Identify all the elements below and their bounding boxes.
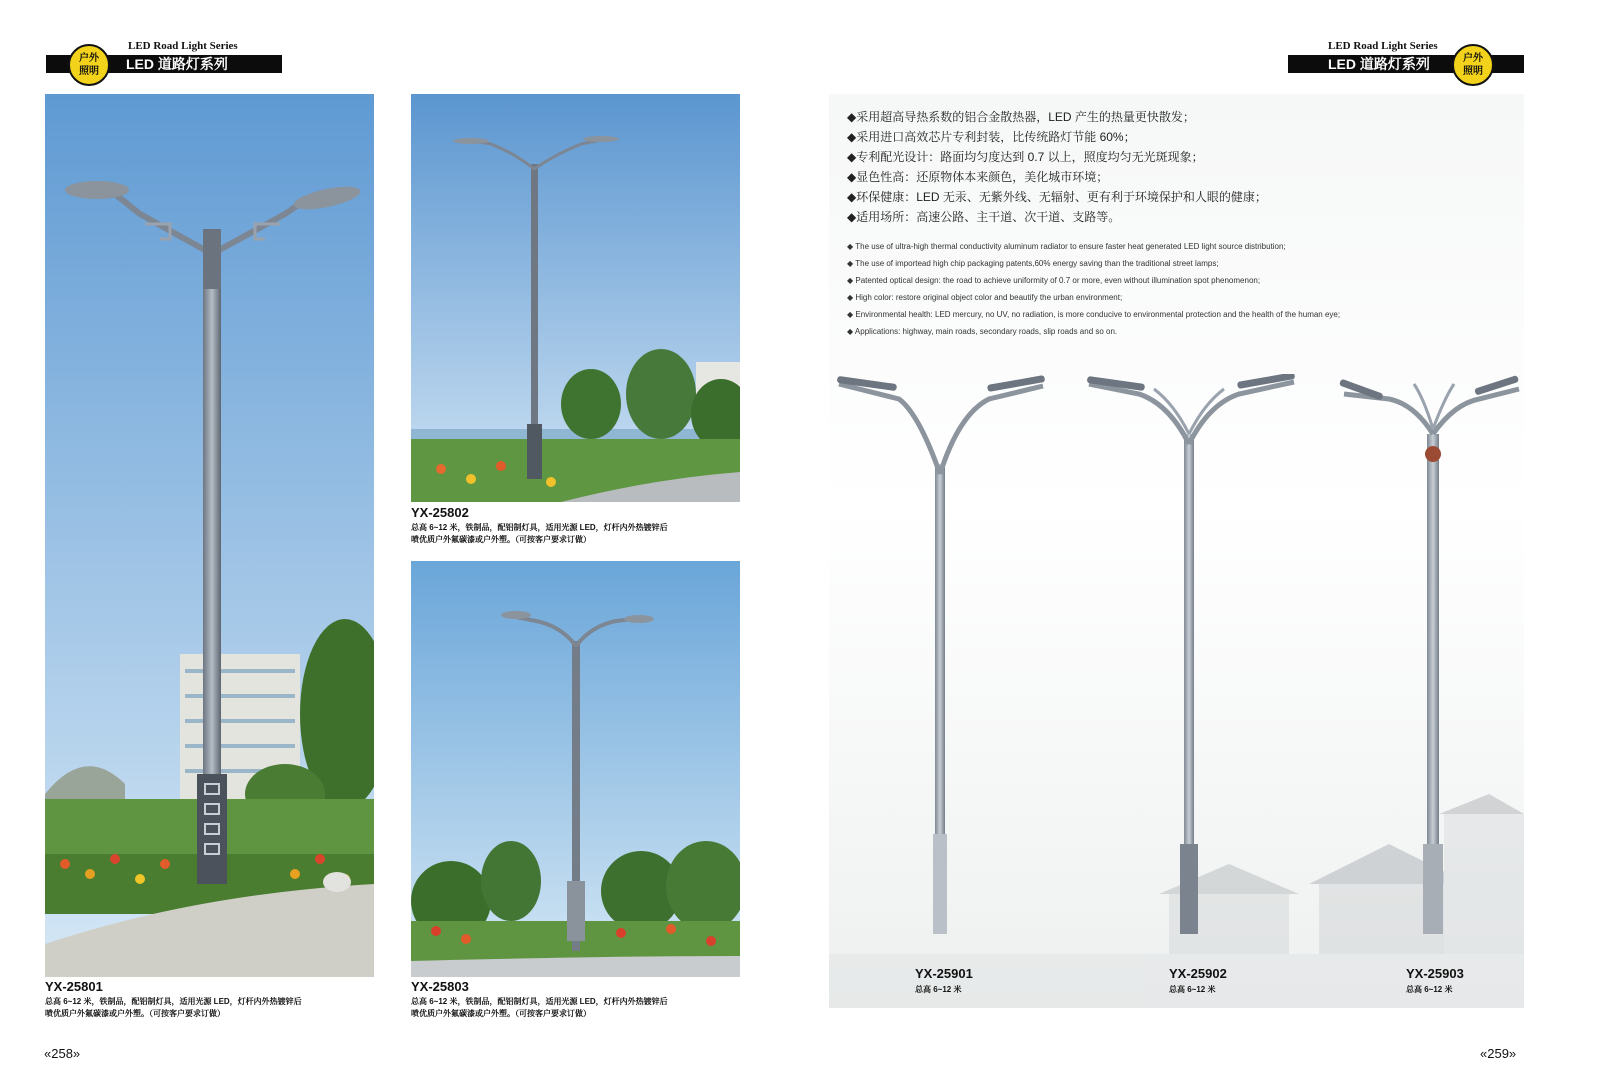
description-line: 总高 6~12 米，铁制品，配铝制灯具，适用光源 LED，灯杆内外热镀锌后 bbox=[45, 997, 302, 1006]
product-photo-yx25803 bbox=[411, 561, 740, 977]
header-title-en-left: LED Road Light Series bbox=[128, 40, 238, 52]
header-title-cn-left: LED 道路灯系列 bbox=[126, 56, 228, 72]
feature-item-en: ◆ Environmental health: LED mercury, no UV, no radiation, is more conducive to environmental protection and the health of the human eye; bbox=[847, 310, 1341, 319]
badge-text: 户外 bbox=[79, 53, 99, 64]
feature-list-cn bbox=[847, 107, 1267, 227]
product-description bbox=[45, 996, 302, 1020]
badge-text: 照明 bbox=[79, 66, 99, 77]
product-code: YX-25902 bbox=[1169, 966, 1227, 981]
description-line: 总高 6~12 米，铁制品，配铝制灯具，适用光源 LED，灯杆内外热镀锌后 bbox=[411, 997, 668, 1006]
feature-item-en: ◆ Applications: highway, main roads, secondary roads, slip roads and so on. bbox=[847, 327, 1118, 336]
header-title-en-right: LED Road Light Series bbox=[1328, 40, 1438, 52]
street-lamp-photo bbox=[411, 561, 740, 977]
feature-item-cn: ◆环保健康：LED 无汞、无紫外线、无辐射、更有利于环境保护和人眼的健康； bbox=[847, 190, 1267, 204]
product-code: YX-25901 bbox=[915, 966, 973, 981]
lamp-yx25902 bbox=[1087, 374, 1296, 934]
product-description: 总高 6~12 米 bbox=[1169, 985, 1216, 994]
feature-list-en bbox=[847, 238, 1340, 340]
header-title-cn-right: LED 道路灯系列 bbox=[1328, 56, 1430, 72]
feature-item-cn: ◆采用超高导热系数的铝合金散热器，LED 产生的热量更快散发； bbox=[847, 110, 1195, 124]
page-number-right: «259» bbox=[1480, 1046, 1517, 1061]
description-line: 总高 6~12 米，铁制品，配铝制灯具，适用光源 LED，灯杆内外热镀锌后 bbox=[411, 523, 668, 532]
feature-item-cn: ◆适用场所：高速公路、主干道、次干道、支路等。 bbox=[847, 210, 1121, 224]
product-code: YX-25803 bbox=[411, 979, 469, 994]
feature-item-cn: ◆显色性高：还原物体本来颜色，美化城市环境； bbox=[847, 170, 1109, 184]
brand-badge-right bbox=[1452, 44, 1494, 86]
product-description bbox=[411, 522, 668, 546]
product-code: YX-25801 bbox=[45, 979, 103, 994]
street-lamp-photo bbox=[411, 94, 740, 502]
description-line: 喷优质户外氟碳漆或户外塑。（可按客户要求订做） bbox=[45, 1009, 225, 1018]
lamp-yx25903 bbox=[1339, 375, 1519, 934]
product-description: 总高 6~12 米 bbox=[1406, 985, 1453, 994]
badge-text: 户外 bbox=[1463, 53, 1483, 64]
lamp-illustrations bbox=[829, 374, 1524, 934]
product-photo-yx25802 bbox=[411, 94, 740, 502]
feature-item-cn: ◆专利配光设计：路面均匀度达到 0.7 以上，照度均匀无光斑现象； bbox=[847, 150, 1204, 164]
feature-item-en: ◆ The use of ultra-high thermal conductivity aluminum radiator to ensure faster heat generated LED light source distribution; bbox=[847, 242, 1286, 251]
feature-item-cn: ◆采用进口高效芯片专利封装，比传统路灯节能 60%； bbox=[847, 130, 1136, 144]
product-photo-yx25801 bbox=[45, 94, 374, 977]
feature-item-en: ◆ Patented optical design: the road to achieve uniformity of 0.7 or more, even without illumination spot phenomenon; bbox=[847, 276, 1261, 285]
badge-text: 照明 bbox=[1463, 66, 1483, 77]
right-page-panel bbox=[829, 94, 1524, 1008]
lamp-yx25901 bbox=[837, 375, 1046, 934]
product-description bbox=[411, 996, 668, 1020]
feature-item-en: ◆ High color: restore original object color and beautify the urban environment; bbox=[847, 293, 1123, 302]
description-line: 喷优质户外氟碳漆或户外塑。（可按客户要求订做） bbox=[411, 535, 591, 544]
product-code: YX-25802 bbox=[411, 505, 469, 520]
brand-badge-left bbox=[68, 44, 110, 86]
product-code: YX-25903 bbox=[1406, 966, 1464, 981]
description-line: 喷优质户外氟碳漆或户外塑。（可按客户要求订做） bbox=[411, 1009, 591, 1018]
page-number-left: «258» bbox=[44, 1046, 81, 1061]
product-description: 总高 6~12 米 bbox=[915, 985, 962, 994]
feature-item-en: ◆ The use of importead high chip packaging patents,60% energy saving than the traditional street lamps; bbox=[847, 259, 1219, 268]
street-lamp-photo bbox=[45, 94, 374, 977]
